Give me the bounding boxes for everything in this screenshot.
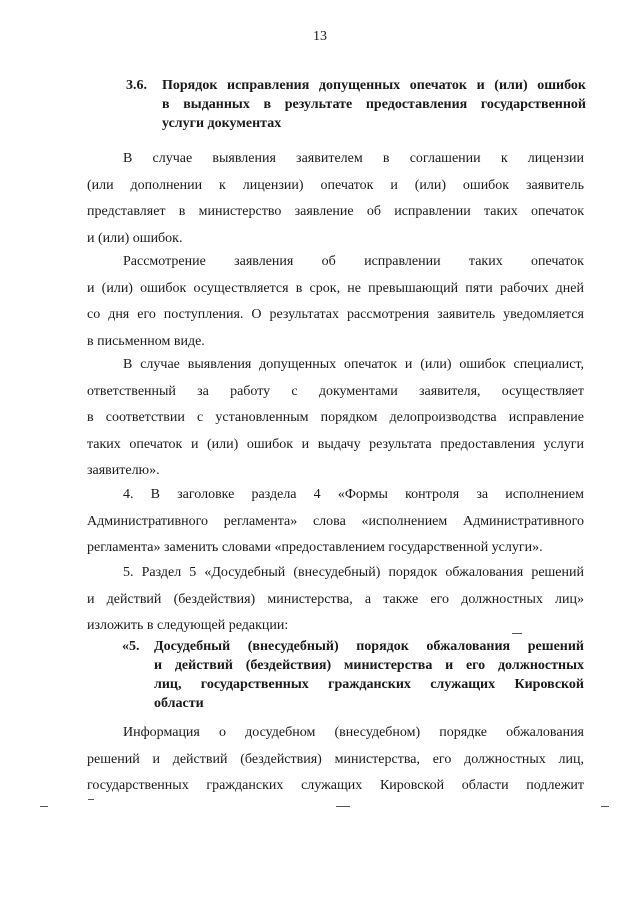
paragraph-5 xyxy=(87,560,584,640)
scan-mark xyxy=(40,806,48,807)
paragraph-line: представляет в министерство заявление об исправлении таких опечаток xyxy=(87,204,584,219)
paragraph-1 xyxy=(87,146,584,252)
paragraph-4 xyxy=(87,482,584,562)
paragraph-line: таких опечаток и (или) ошибок и выдачу результата предоставления услуги xyxy=(87,436,584,452)
paragraph-line: решений и действий (бездействия) министерства, его должностных лиц, xyxy=(87,751,584,767)
paragraph-line: в соответствии с установленным порядком делопроизводства исправление xyxy=(87,410,584,425)
scan-mark xyxy=(512,633,522,634)
section-3-6-heading-line-3: услуги документах xyxy=(162,116,282,131)
page-number: 13 xyxy=(313,29,327,44)
section-5-heading-line-2: и действий (бездействия) министерства и его должностных xyxy=(154,658,584,673)
paragraph-2 xyxy=(87,249,584,355)
paragraph-line: изложить в следующей редакции: xyxy=(87,618,289,633)
section-number: «5. xyxy=(122,639,140,654)
paragraph-line: ответственный за работу с документами заявителя, осуществляет xyxy=(87,383,584,399)
paragraph-line: Административного регламента» слова «исполнением Административного xyxy=(87,513,584,529)
paragraph-line: (или дополнении к лицензии) опечаток и (или) ошибок заявитель xyxy=(87,177,584,193)
section-5-heading-line-1: «5. Досудебный (внесудебный) порядок обжалования решений xyxy=(122,639,584,654)
paragraph-line: регламента» заменить словами «предоставлением государственной услуги». xyxy=(87,540,543,555)
section-5-heading-line-3: лиц, государственных гражданских служащих Кировской xyxy=(154,677,584,692)
paragraph-3 xyxy=(87,352,584,485)
paragraph-line: и действий (бездействия) министерства, а также его должностных лиц» xyxy=(87,591,584,607)
paragraph-line: Информация о досудебном (внесудебном) порядке обжалования xyxy=(123,725,584,740)
paragraph-line: 4. В заголовке раздела 4 «Формы контроля за исполнением xyxy=(123,487,584,502)
paragraph-line: 5. Раздел 5 «Досудебный (внесудебный) порядок обжалования решений xyxy=(123,565,584,580)
paragraph-line: государственных гражданских служащих Кировской области подлежит xyxy=(87,778,584,793)
scan-mark xyxy=(336,806,350,807)
paragraph-line: в письменном виде. xyxy=(87,333,205,349)
section-number: 3.6. xyxy=(126,78,147,93)
paragraph-6 xyxy=(87,720,584,800)
section-3-6-heading-line-2: в выданных в результате предоставления государственной xyxy=(162,97,586,112)
section-3-6-heading xyxy=(126,76,586,133)
paragraph-line: и (или) ошибок. xyxy=(87,230,183,246)
paragraph-line: со дня его поступления. О результатах рассмотрения заявитель уведомляется xyxy=(87,307,584,322)
paragraph-line: Рассмотрение заявления об исправлении таких опечаток xyxy=(123,254,584,269)
paragraph-line: заявителю». xyxy=(87,463,160,478)
paragraph-line: В случае выявления заявителем в соглашении к лицензии xyxy=(123,151,584,166)
section-5-heading xyxy=(122,637,584,713)
section-5-heading-line-4: области xyxy=(154,696,204,711)
scan-mark xyxy=(601,806,609,807)
section-3-6-heading-line-1: 3.6. Порядок исправления допущенных опечаток и (или) ошибок xyxy=(126,78,586,93)
paragraph-line: В случае выявления допущенных опечаток и (или) ошибок специалист, xyxy=(123,357,584,372)
scan-mark xyxy=(88,799,94,800)
paragraph-line: и (или) ошибок осуществляется в срок, не превышающий пяти рабочих дней xyxy=(87,280,584,296)
